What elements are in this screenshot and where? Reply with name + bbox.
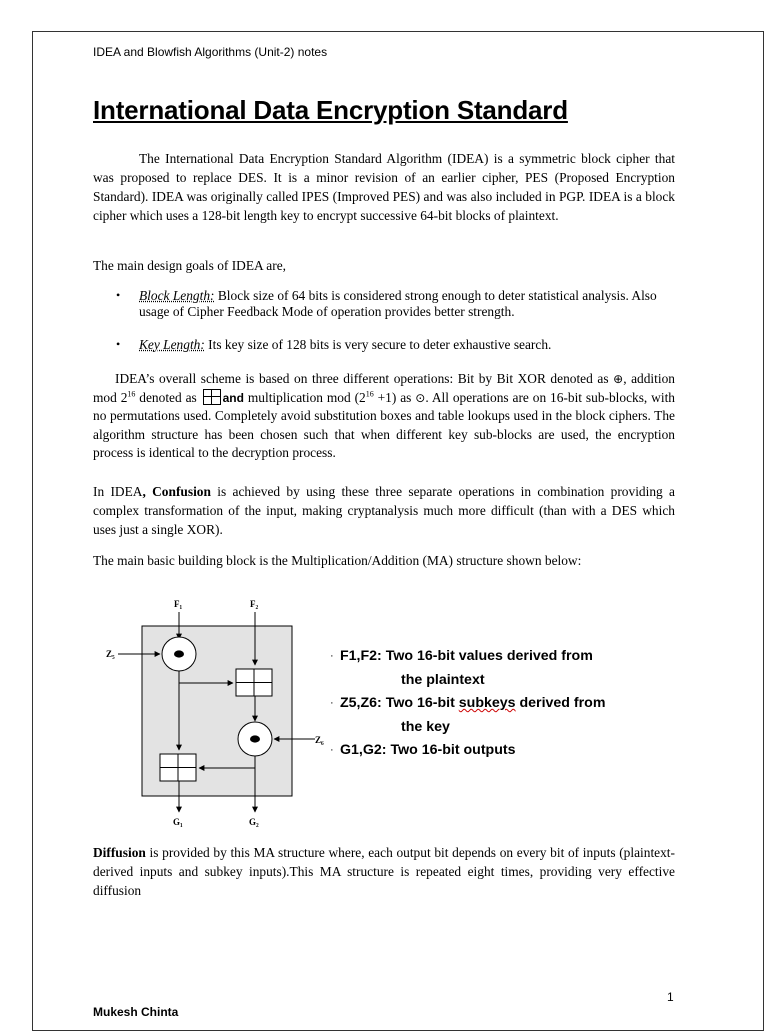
bullet-marker: •: [116, 288, 121, 302]
intro-paragraph: The International Data Encryption Standard Algorithm (IDEA) is a symmetric block cipher that was proposed to replace DES. It is a minor revision of an earlier cipher, PES (Proposed Encryption Standard). IDEA was originally called IPES (Improved PES) and was also included in PGP. IDEA is a block cipher which uses a 128-bit length key to encrypt successive 64-bit blocks of plaintext.: [93, 151, 675, 223]
goal-text: Block size of 64 bits is considered strong enough to deter statistical analysis. Also usage of Cipher Feedback Mode of operation provides better strength.: [139, 288, 657, 319]
legend-item-f-cont: the plaintext: [401, 671, 485, 688]
footer-author: Mukesh Chinta: [93, 1005, 179, 1019]
goal-text: Its key size of 128 bits is very secure to deter exhaustive search.: [204, 337, 552, 352]
diffusion-paragraph: Diffusion is provided by this MA structure where, each output bit depends on every bit of inputs (plaintext-derived inputs and subkey inputs).This MA structure is repeated eight times, providing very effective diffusion: [93, 845, 675, 898]
addition-box-icon: [203, 389, 221, 405]
legend-item-g: · G1,G2: Two 16-bit outputs: [330, 739, 675, 763]
goal-block-length: [139, 288, 675, 320]
label-z5: Z₅: [106, 649, 115, 659]
scheme-paragraph: IDEA’s overall scheme is based on three different operations: Bit by Bit XOR denoted as ⊕, addition mod $2^{16}$ denoted as and multiplication mod $(2^{16} +1)$ as ⊙. All operations are on 16-bit sub-blocks, with no permutations used. Completely avoid substitution boxes and table lookups used in the block ciphers. The algorithm structure has been chosen such that when different key sub-blocks are used, the encryption process is identical to the decryption process.: [93, 371, 675, 461]
goal-term: Key Length:: [139, 337, 205, 352]
ma-structure-diagram: [100, 592, 330, 832]
confusion-paragraph: In IDEA, Confusion is achieved by using these three separate operations in combination providing a complex transformation of the input, making cryptanalysis much more difficult (than with a DES which uses just a single XOR).: [93, 484, 675, 537]
label-z6: Z₆: [315, 735, 324, 745]
label-f1: F₁: [174, 599, 183, 609]
label-g2: G₂: [249, 817, 259, 827]
page-number: 1: [667, 990, 674, 1004]
goal-term: Block Length:: [139, 288, 215, 303]
page-title: International Data Encryption Standard: [93, 95, 568, 125]
label-g1: G₁: [173, 817, 183, 827]
legend-item-f: · F1,F2: Two 16-bit values derived from: [330, 645, 675, 669]
legend-item-z-cont: the key: [401, 718, 450, 735]
label-f2: F₂: [250, 599, 259, 609]
diagram-legend: [330, 645, 675, 763]
design-goals-intro: The main design goals of IDEA are,: [93, 258, 286, 273]
legend-item-z: · Z5,Z6: Two 16-bit subkeys derived from: [330, 692, 675, 716]
bullet-marker: •: [116, 337, 121, 351]
multiplication-symbol: ⊙: [415, 390, 426, 405]
header-note: IDEA and Blowfish Algorithms (Unit-2) notes: [93, 45, 328, 59]
goal-key-length: [139, 337, 675, 353]
xor-symbol: ⊕: [613, 372, 624, 386]
ma-intro: The main basic building block is the Multiplication/Addition (MA) structure shown below:: [93, 553, 582, 568]
